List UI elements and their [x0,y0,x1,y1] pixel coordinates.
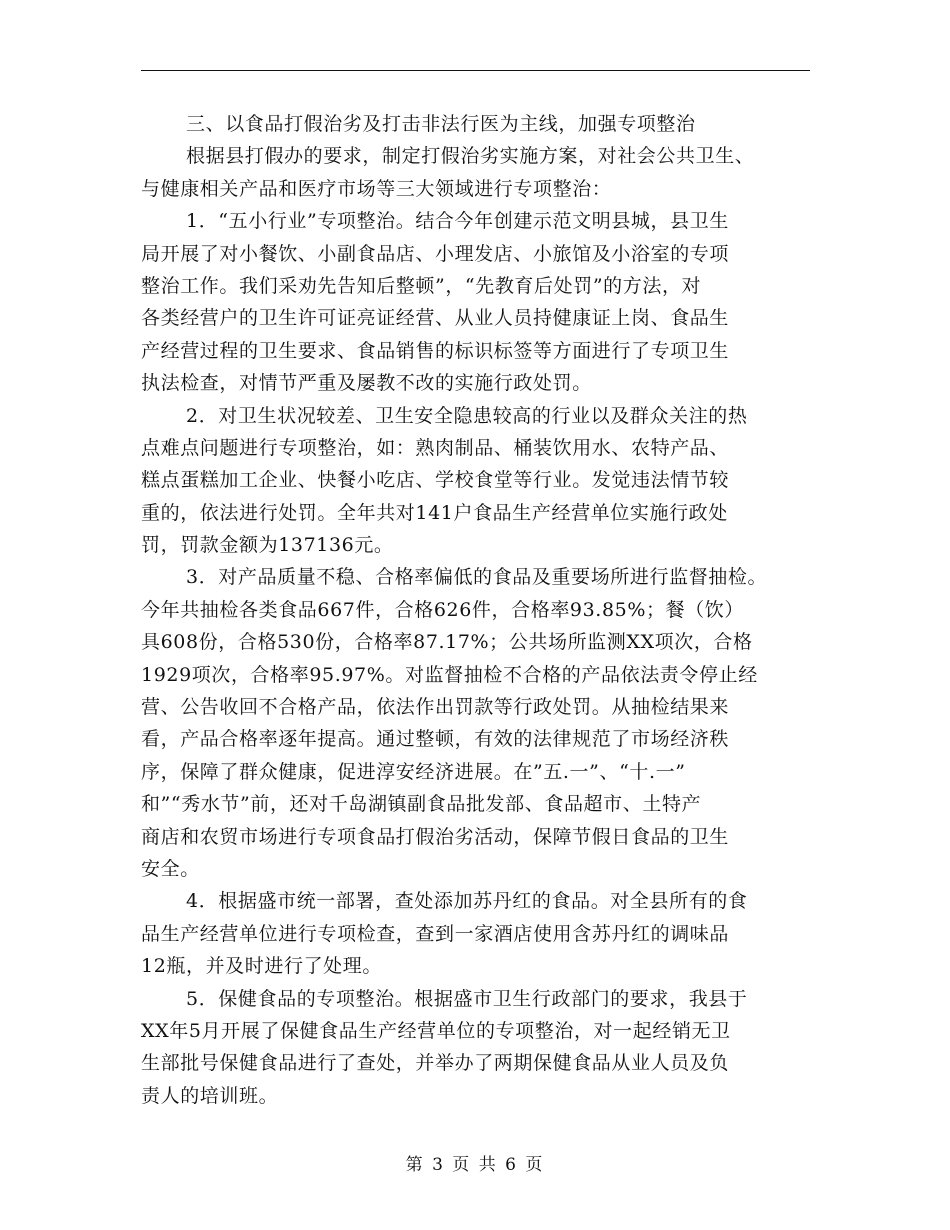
text-line: XX年5月开展了保健食品生产经营单位的专项整治，对一起经销无卫 [141,1019,731,1042]
text-line: 2．对卫生状况较差、卫生安全隐患较高的行业以及群众关注的热 [186,404,748,427]
text-line: 各类经营户的卫生许可证亮证经营、从业人员持健康证上岗、食品生 [141,307,730,330]
text-line: 与健康相关产品和医疗市场等三大领域进行专项整治： [141,177,612,200]
text-line: 安全。 [141,857,200,880]
text-line: 品生产经营单位进行专项检查，查到一家酒店使用含苏丹红的调味品 [141,922,730,945]
text-line: 商店和农贸市场进行专项食品打假治劣活动，保障节假日食品的卫生 [141,825,730,848]
text-line: 责人的培训班。 [141,1084,279,1107]
text-line: 3．对产品质量不稳、合格率偏低的食品及重要场所进行监督抽检。 [186,566,768,589]
text-line: 1．“五小行业”专项整治。结合今年创建示范文明县城，县卫生 [186,210,729,233]
text-line: 罚，罚款金额为137136元。 [141,534,394,557]
text-line: 局开展了对小餐饮、小副食品店、小理发店、小旅馆及小浴室的专项 [141,242,730,265]
text-line: 具608份，合格530份，合格率87.17%；公共场所监测XX项次，合格 [141,631,753,654]
text-line: 今年共抽检各类食品667件，合格626件，合格率93.85%；餐（饮） [141,598,744,621]
text-line: 根据县打假办的要求，制定打假治劣实施方案，对社会公共卫生、 [186,145,755,168]
text-line: 产经营过程的卫生要求、食品销售的标识标签等方面进行了专项卫生 [141,339,730,362]
text-line: 重的，依法进行处罚。全年共对141户食品生产经营单位实施行政处 [141,501,728,524]
text-line: 点难点问题进行专项整治，如：熟肉制品、桶装饮用水、农特产品、 [141,436,730,459]
text-line: 营、公告收回不合格产品，依法作出罚款等行政处罚。从抽检结果来 [141,696,730,719]
text-line: 生部批号保健食品进行了查处，并举办了两期保健食品从业人员及负 [141,1052,730,1075]
text-line: 12瓶，并及时进行了处理。 [141,955,382,978]
body-text [141,108,811,1112]
section-heading: 三、以食品打假治劣及打击非法行医为主线，加强专项整治 [186,113,696,135]
page-number: 第 3 页 共 6 页 [405,1155,545,1175]
text-line: 糕点蛋糕加工企业、快餐小吃店、学校食堂等行业。发觉违法情节较 [141,469,730,492]
text-line: 整治工作。我们采劝先告知后整顿”，“先教育后处罚”的方法，对 [141,274,702,297]
text-line: 看，产品合格率逐年提高。通过整顿，有效的法律规范了市场经济秩 [141,728,730,751]
text-line: 执法检查，对情节严重及屡教不改的实施行政处罚。 [141,372,592,395]
text-line: 和”“秀水节”前，还对千岛湖镇副食品批发部、食品超市、土特产 [141,793,702,816]
text-line: 序，保障了群众健康，促进淳安经济进展。在”五.一”、“十.一” [141,760,686,783]
text-line: 1929项次，合格率95.97%。对监督抽检不合格的产品依法责令停止经 [141,663,758,686]
text-line: 5．保健食品的专项整治。根据盛市卫生行政部门的要求，我县于 [186,987,748,1010]
header-rule [141,70,810,71]
text-line: 4．根据盛市统一部署，查处添加苏丹红的食品。对全县所有的食 [186,890,748,913]
